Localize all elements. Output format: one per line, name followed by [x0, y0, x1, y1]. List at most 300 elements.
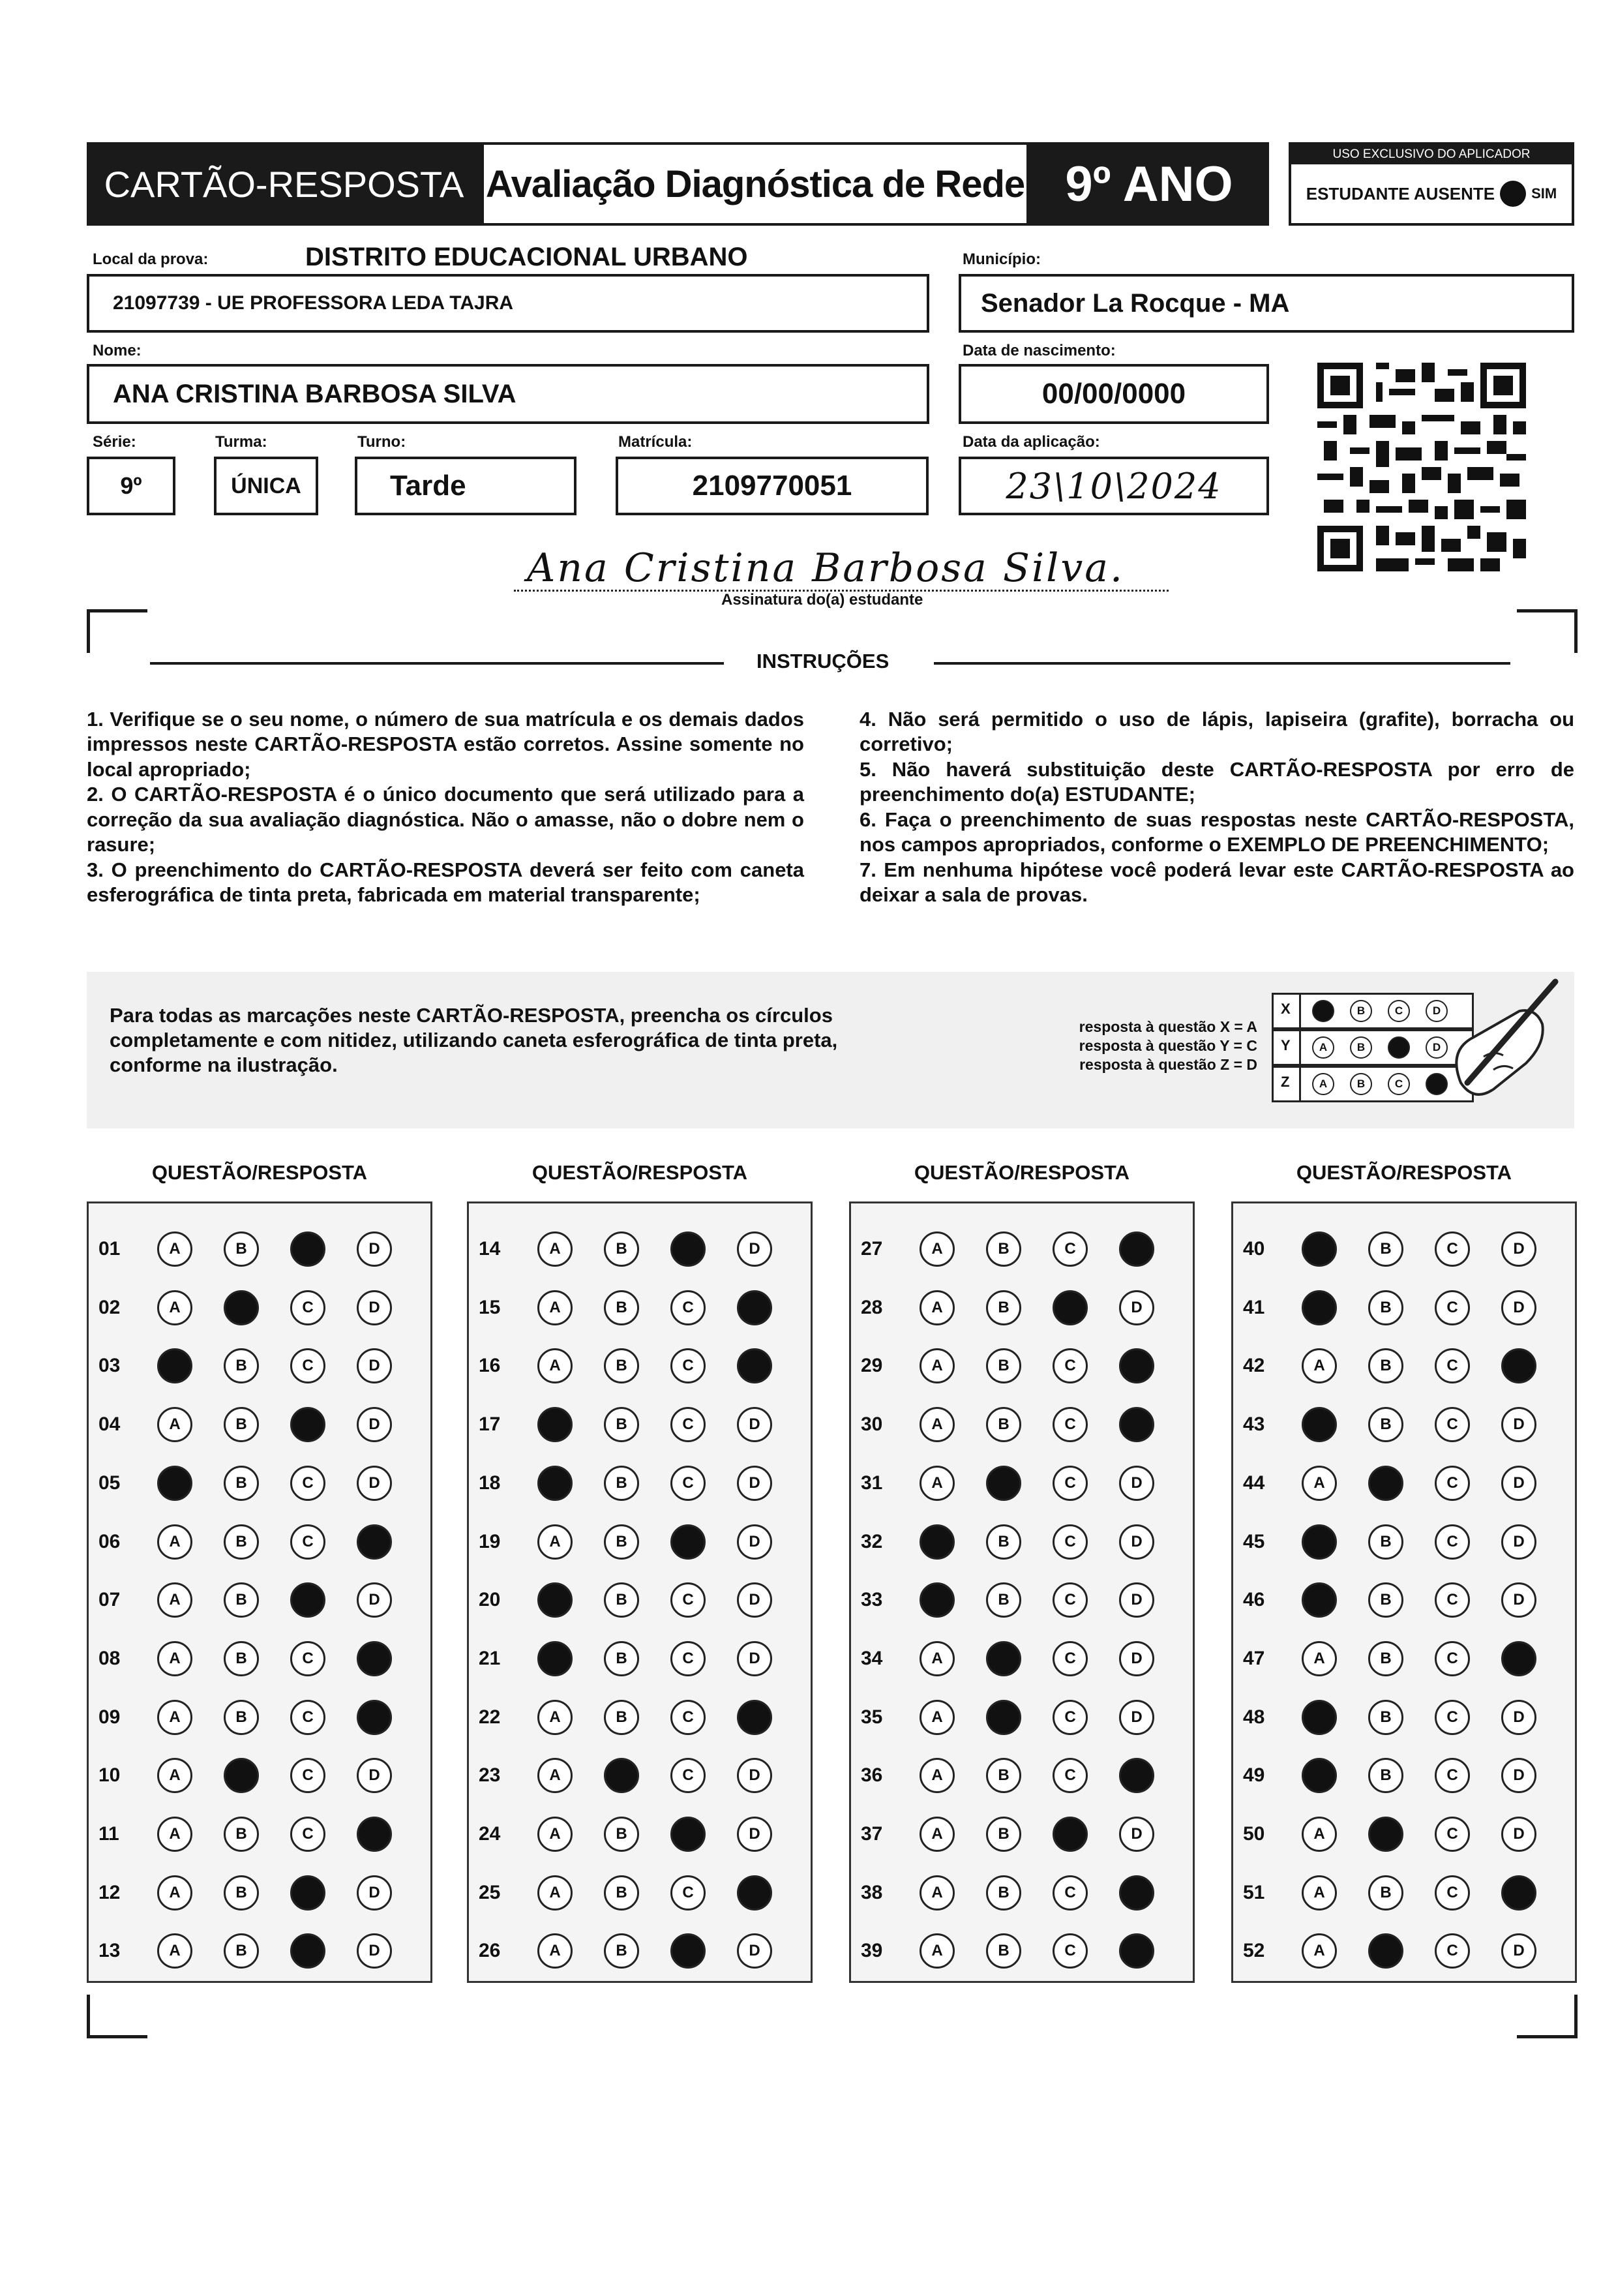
example-legend: [1029, 1018, 1257, 1074]
answer-bubble-b[interactable]: B: [986, 1875, 1021, 1911]
example-legend-x: resposta à questão X = A: [1079, 1018, 1257, 1035]
answer-bubble-b[interactable]: B: [986, 1641, 1021, 1676]
answer-bubble-a[interactable]: A: [1302, 1641, 1337, 1676]
answer-bubble-a[interactable]: A: [537, 1700, 573, 1735]
answer-bubble-a[interactable]: A: [1302, 1231, 1337, 1267]
question-number: 06: [98, 1530, 121, 1552]
answer-bubble-c[interactable]: C: [1053, 1933, 1088, 1969]
answer-bubble-d[interactable]: D: [1501, 1348, 1536, 1383]
answer-bubble-a[interactable]: A: [157, 1758, 192, 1793]
answer-bubble-d[interactable]: D: [1119, 1875, 1154, 1911]
nascimento-field: [959, 364, 1269, 424]
signature: Ana Cristina Barbosa Silva.: [527, 545, 1125, 591]
answer-bubble-d[interactable]: D: [737, 1817, 772, 1852]
answer-bubble-c[interactable]: C: [1053, 1290, 1088, 1325]
local-value: DISTRITO EDUCACIONAL URBANO: [305, 243, 748, 271]
answer-bubble-a[interactable]: A: [537, 1875, 573, 1911]
answer-bubble-d[interactable]: D: [1501, 1524, 1536, 1560]
answer-bubble-c[interactable]: C: [1435, 1700, 1470, 1735]
answer-bubble-c[interactable]: C: [1053, 1641, 1088, 1676]
answer-bubble-d[interactable]: D: [1501, 1290, 1536, 1325]
question-number: 11: [98, 1823, 119, 1845]
answer-bubble-a[interactable]: A: [537, 1290, 573, 1325]
answer-bubble-c[interactable]: C: [1435, 1641, 1470, 1676]
answer-bubble-c[interactable]: C: [1053, 1524, 1088, 1560]
applicator-banner: [1291, 145, 1572, 164]
question-number: 47: [1243, 1647, 1265, 1669]
answer-bubble-b[interactable]: B: [224, 1231, 259, 1267]
serie-value: 9º: [120, 472, 142, 499]
serie-label: Série:: [93, 433, 136, 451]
answer-bubble-c[interactable]: C: [1053, 1700, 1088, 1735]
answer-bubble-d[interactable]: D: [1501, 1758, 1536, 1793]
answer-bubble-d[interactable]: D: [357, 1290, 392, 1325]
answer-bubble-c[interactable]: C: [670, 1700, 706, 1735]
exam-title-text: Avaliação Diagnóstica de Rede: [485, 162, 1025, 205]
school-value: 21097739 - UE PROFESSORA LEDA TAJRA: [113, 292, 514, 314]
answer-bubble-a[interactable]: A: [920, 1817, 955, 1852]
answer-bubble-b[interactable]: B: [986, 1231, 1021, 1267]
answer-bubble-b[interactable]: B: [1368, 1524, 1403, 1560]
answer-bubble-a[interactable]: A: [1302, 1817, 1337, 1852]
answer-bubble-c[interactable]: C: [1053, 1466, 1088, 1501]
answer-bubble-d[interactable]: D: [737, 1582, 772, 1618]
answer-bubble-c[interactable]: C: [1435, 1758, 1470, 1793]
answer-bubble-c[interactable]: C: [1435, 1524, 1470, 1560]
example-bubble-b: B: [1350, 1000, 1372, 1022]
answer-bubble-d[interactable]: D: [357, 1524, 392, 1560]
answer-bubble-a[interactable]: A: [157, 1641, 192, 1676]
answer-bubble-c[interactable]: C: [670, 1348, 706, 1383]
answer-bubble-c[interactable]: C: [290, 1700, 325, 1735]
answer-bubble-b[interactable]: B: [1368, 1875, 1403, 1911]
answer-bubble-c[interactable]: C: [290, 1407, 325, 1442]
column-header: QUESTÃO/RESPOSTA: [151, 1161, 368, 1184]
answer-bubble-d[interactable]: D: [737, 1231, 772, 1267]
example-legend-z: resposta à questão Z = D: [1079, 1055, 1257, 1073]
answer-bubble-b[interactable]: B: [1368, 1641, 1403, 1676]
answer-bubble-c[interactable]: C: [290, 1290, 325, 1325]
answer-bubble-d[interactable]: D: [357, 1231, 392, 1267]
question-number: 43: [1243, 1413, 1265, 1436]
answer-bubble-b[interactable]: B: [604, 1231, 639, 1267]
question-number: 25: [479, 1881, 501, 1903]
answer-bubble-d[interactable]: D: [737, 1875, 772, 1911]
question-number: 15: [479, 1296, 501, 1318]
answer-bubble-c[interactable]: C: [670, 1231, 706, 1267]
answer-bubble-c[interactable]: C: [290, 1758, 325, 1793]
answer-bubble-c[interactable]: C: [670, 1407, 706, 1442]
answer-bubble-d[interactable]: D: [1501, 1700, 1536, 1735]
answer-bubble-a[interactable]: A: [157, 1407, 192, 1442]
question-number: 27: [861, 1238, 883, 1260]
absent-bubble[interactable]: [1500, 181, 1526, 207]
question-number: 33: [861, 1589, 883, 1611]
answer-bubble-c[interactable]: C: [1053, 1407, 1088, 1442]
instruction-5: 5. Não haverá substituição deste CARTÃO-RESPOSTA por erro de preenchimento do(a) ESTUDANTE;: [860, 757, 1574, 806]
question-number: 42: [1243, 1355, 1265, 1377]
absent-row: [1291, 164, 1572, 223]
answer-bubble-b[interactable]: B: [1368, 1700, 1403, 1735]
answer-bubble-d[interactable]: D: [357, 1582, 392, 1618]
answer-bubble-c[interactable]: C: [670, 1641, 706, 1676]
question-number: 14: [479, 1238, 501, 1260]
signature-label: Assinatura do(a) estudante: [721, 591, 923, 609]
answer-bubble-b[interactable]: B: [1368, 1407, 1403, 1442]
answer-bubble-d[interactable]: D: [1501, 1231, 1536, 1267]
example-label-x: X: [1281, 1001, 1291, 1017]
answer-bubble-d[interactable]: D: [737, 1407, 772, 1442]
municipio-value: Senador La Rocque - MA: [981, 288, 1290, 318]
question-number: 38: [861, 1881, 883, 1903]
answer-bubble-a[interactable]: A: [157, 1817, 192, 1852]
question-number: 32: [861, 1530, 883, 1552]
answer-bubble-b[interactable]: B: [986, 1758, 1021, 1793]
answer-bubble-a[interactable]: A: [537, 1231, 573, 1267]
answer-bubble-c[interactable]: C: [670, 1466, 706, 1501]
answer-bubble-c[interactable]: C: [1435, 1348, 1470, 1383]
example-bubble-b: B: [1350, 1036, 1372, 1059]
turma-value: ÚNICA: [231, 473, 301, 498]
answer-bubble-d[interactable]: D: [737, 1524, 772, 1560]
instructions-rule-left: [150, 662, 724, 665]
answer-bubble-b[interactable]: B: [224, 1933, 259, 1969]
question-number: 26: [479, 1940, 501, 1962]
answer-bubble-a[interactable]: A: [537, 1466, 573, 1501]
answer-bubble-a[interactable]: A: [920, 1641, 955, 1676]
school-field: [87, 274, 929, 333]
answer-bubble-d[interactable]: D: [357, 1875, 392, 1911]
answer-bubble-c[interactable]: C: [670, 1758, 706, 1793]
aplicacao-field: [959, 457, 1269, 515]
answer-bubble-a[interactable]: A: [1302, 1758, 1337, 1793]
instruction-6: 6. Faça o preenchimento de suas respostas neste CARTÃO-RESPOSTA, nos campos apropriados, conforme o EXEMPLO DE PREENCHIMENTO;: [860, 808, 1574, 856]
answer-bubble-a[interactable]: A: [1302, 1582, 1337, 1618]
answer-bubble-a[interactable]: A: [920, 1466, 955, 1501]
answer-bubble-b[interactable]: B: [604, 1582, 639, 1618]
answer-bubble-c[interactable]: C: [1053, 1231, 1088, 1267]
answer-bubble-b[interactable]: B: [986, 1466, 1021, 1501]
question-number: 49: [1243, 1764, 1265, 1787]
answer-bubble-c[interactable]: C: [1053, 1758, 1088, 1793]
answer-bubble-c[interactable]: C: [290, 1582, 325, 1618]
answer-bubble-c[interactable]: C: [290, 1817, 325, 1852]
matricula-value: 2109770051: [692, 470, 852, 502]
corner-mark-bottom-right: [1517, 1995, 1578, 2038]
answer-bubble-a[interactable]: A: [537, 1524, 573, 1560]
answer-bubble-d[interactable]: D: [737, 1758, 772, 1793]
answer-bubble-d[interactable]: D: [737, 1641, 772, 1676]
answer-bubble-b[interactable]: B: [1368, 1348, 1403, 1383]
answer-bubble-c[interactable]: C: [1435, 1582, 1470, 1618]
answer-bubble-c[interactable]: C: [1435, 1817, 1470, 1852]
answer-bubble-b[interactable]: B: [604, 1875, 639, 1911]
answer-bubble-a[interactable]: A: [157, 1700, 192, 1735]
answer-bubble-b[interactable]: B: [604, 1524, 639, 1560]
nome-value: ANA CRISTINA BARBOSA SILVA: [113, 379, 516, 408]
answer-bubble-b[interactable]: B: [224, 1875, 259, 1911]
example-bubble-a: A: [1312, 1000, 1334, 1022]
answer-bubble-c[interactable]: C: [1435, 1466, 1470, 1501]
answer-bubble-d[interactable]: D: [737, 1466, 772, 1501]
answer-bubble-b[interactable]: B: [986, 1582, 1021, 1618]
answer-bubble-c[interactable]: C: [670, 1875, 706, 1911]
answer-bubble-c[interactable]: C: [290, 1641, 325, 1676]
answer-bubble-c[interactable]: C: [1435, 1231, 1470, 1267]
answer-bubble-d[interactable]: D: [737, 1348, 772, 1383]
turma-label: Turma:: [215, 433, 267, 451]
answer-bubble-c[interactable]: C: [1435, 1875, 1470, 1911]
answer-bubble-c[interactable]: C: [290, 1524, 325, 1560]
answer-bubble-a[interactable]: A: [920, 1758, 955, 1793]
question-number: 07: [98, 1589, 121, 1611]
local-label: Local da prova:: [93, 250, 209, 268]
corner-mark-top-right: [1517, 609, 1578, 653]
answer-bubble-c[interactable]: C: [1053, 1582, 1088, 1618]
answer-bubble-a[interactable]: A: [537, 1817, 573, 1852]
question-number: 17: [479, 1413, 501, 1436]
answer-bubble-b[interactable]: B: [224, 1524, 259, 1560]
instruction-3: 3. O preenchimento do CARTÃO-RESPOSTA deverá ser feito com caneta esferográfica de tinta preta, fabricada em material transparente;: [87, 858, 804, 907]
question-number: 24: [479, 1823, 501, 1845]
answer-bubble-c[interactable]: C: [1053, 1348, 1088, 1383]
answer-bubble-d[interactable]: D: [1119, 1407, 1154, 1442]
matricula-label: Matrícula:: [618, 433, 693, 451]
question-number: 10: [98, 1764, 121, 1787]
answer-bubble-d[interactable]: D: [1501, 1641, 1536, 1676]
answer-bubble-c[interactable]: C: [670, 1582, 706, 1618]
answer-bubble-a[interactable]: A: [157, 1466, 192, 1501]
answer-bubble-b[interactable]: B: [986, 1290, 1021, 1325]
example-bubble-d: D: [1426, 1073, 1448, 1095]
answer-bubble-d[interactable]: D: [357, 1407, 392, 1442]
answer-bubble-c[interactable]: C: [290, 1348, 325, 1383]
question-number: 19: [479, 1530, 501, 1552]
answer-bubble-a[interactable]: A: [537, 1933, 573, 1969]
answer-bubble-c[interactable]: C: [670, 1524, 706, 1560]
answer-bubble-b[interactable]: B: [1368, 1758, 1403, 1793]
example-bubble-b: B: [1350, 1073, 1372, 1095]
example-divider: [1299, 993, 1301, 1102]
answer-bubble-b[interactable]: B: [604, 1933, 639, 1969]
answer-bubble-a[interactable]: A: [537, 1758, 573, 1793]
absent-label: ESTUDANTE AUSENTE: [1306, 183, 1495, 204]
question-number: 37: [861, 1823, 883, 1845]
answer-bubble-d[interactable]: D: [737, 1933, 772, 1969]
answer-bubble-a[interactable]: A: [537, 1407, 573, 1442]
question-number: 23: [479, 1764, 501, 1787]
answer-bubble-b[interactable]: B: [604, 1817, 639, 1852]
answer-bubble-b[interactable]: B: [224, 1348, 259, 1383]
answer-bubble-b[interactable]: B: [1368, 1290, 1403, 1325]
question-number: 36: [861, 1764, 883, 1787]
example-label-z: Z: [1281, 1074, 1290, 1090]
answer-bubble-b[interactable]: B: [1368, 1231, 1403, 1267]
answer-bubble-a[interactable]: A: [1302, 1875, 1337, 1911]
answer-bubble-a[interactable]: A: [537, 1582, 573, 1618]
answer-bubble-a[interactable]: A: [157, 1231, 192, 1267]
pen-hand-icon: [1422, 972, 1565, 1115]
answer-bubble-a[interactable]: A: [1302, 1466, 1337, 1501]
absent-option: SIM: [1531, 185, 1557, 202]
question-number: 46: [1243, 1589, 1265, 1611]
answer-bubble-b[interactable]: B: [224, 1641, 259, 1676]
answer-bubble-d[interactable]: D: [1119, 1817, 1154, 1852]
answer-bubble-a[interactable]: A: [1302, 1348, 1337, 1383]
question-number: 41: [1243, 1296, 1265, 1318]
question-number: 03: [98, 1355, 121, 1377]
question-number: 30: [861, 1413, 883, 1436]
answer-bubble-c[interactable]: C: [670, 1933, 706, 1969]
answer-bubble-b[interactable]: B: [224, 1700, 259, 1735]
answer-bubble-a[interactable]: A: [157, 1582, 192, 1618]
answer-bubble-b[interactable]: B: [224, 1758, 259, 1793]
answer-bubble-a[interactable]: A: [1302, 1290, 1337, 1325]
answer-bubble-a[interactable]: A: [1302, 1933, 1337, 1969]
answer-bubble-b[interactable]: B: [1368, 1582, 1403, 1618]
answer-bubble-d[interactable]: D: [737, 1290, 772, 1325]
answer-bubble-a[interactable]: A: [920, 1348, 955, 1383]
answer-bubble-c[interactable]: C: [1053, 1875, 1088, 1911]
answer-bubble-c[interactable]: C: [290, 1875, 325, 1911]
answer-bubble-c[interactable]: C: [1435, 1290, 1470, 1325]
question-number: 22: [479, 1706, 501, 1728]
answer-bubble-a[interactable]: A: [920, 1231, 955, 1267]
answer-bubble-b[interactable]: B: [604, 1290, 639, 1325]
answer-bubble-b[interactable]: B: [604, 1407, 639, 1442]
card-title: [87, 142, 481, 226]
answer-bubble-a[interactable]: A: [157, 1290, 192, 1325]
question-number: 09: [98, 1706, 121, 1728]
answer-bubble-d[interactable]: D: [1119, 1290, 1154, 1325]
aplicacao-label: Data da aplicação:: [963, 433, 1100, 451]
answer-bubble-b[interactable]: B: [986, 1700, 1021, 1735]
answer-bubble-d[interactable]: D: [1119, 1933, 1154, 1969]
answer-bubble-c[interactable]: C: [290, 1231, 325, 1267]
answer-bubble-a[interactable]: A: [537, 1641, 573, 1676]
example-text: Para todas as marcações neste CARTÃO-RESPOSTA, preencha os círculos completamente e com nitidez, utilizando caneta esferográfica de tinta preta, conforme na ilustração.: [110, 1004, 838, 1076]
answer-bubble-d[interactable]: D: [357, 1466, 392, 1501]
answer-bubble-c[interactable]: C: [290, 1933, 325, 1969]
answer-bubble-d[interactable]: D: [1119, 1758, 1154, 1793]
answer-bubble-b[interactable]: B: [986, 1348, 1021, 1383]
question-number: 21: [479, 1647, 501, 1669]
applicator-only-text: USO EXCLUSIVO DO APLICADOR: [1332, 147, 1531, 161]
answer-bubble-b[interactable]: B: [224, 1290, 259, 1325]
answer-bubble-a[interactable]: A: [157, 1348, 192, 1383]
answer-bubble-b[interactable]: B: [604, 1348, 639, 1383]
answer-bubble-d[interactable]: D: [1119, 1641, 1154, 1676]
answer-bubble-b[interactable]: B: [986, 1407, 1021, 1442]
question-number: 12: [98, 1881, 121, 1903]
example-bubble-a: A: [1312, 1073, 1334, 1095]
nome-label: Nome:: [93, 342, 142, 359]
answer-bubble-d[interactable]: D: [1119, 1524, 1154, 1560]
answer-bubble-c[interactable]: C: [670, 1817, 706, 1852]
answer-bubble-a[interactable]: A: [1302, 1407, 1337, 1442]
answer-bubble-a[interactable]: A: [157, 1524, 192, 1560]
column-header: QUESTÃO/RESPOSTA: [1296, 1161, 1512, 1184]
answer-bubble-d[interactable]: D: [1501, 1407, 1536, 1442]
answer-bubble-c[interactable]: C: [1435, 1407, 1470, 1442]
answer-bubble-a[interactable]: A: [920, 1582, 955, 1618]
answer-bubble-c[interactable]: C: [290, 1466, 325, 1501]
answer-bubble-a[interactable]: A: [920, 1407, 955, 1442]
answer-bubble-b[interactable]: B: [1368, 1466, 1403, 1501]
question-number: 05: [98, 1472, 121, 1494]
question-number: 48: [1243, 1706, 1265, 1728]
nascimento-value: 00/00/0000: [1041, 378, 1186, 410]
answer-bubble-d[interactable]: D: [1501, 1582, 1536, 1618]
answer-bubble-d[interactable]: D: [1501, 1817, 1536, 1852]
answer-bubble-b[interactable]: B: [604, 1700, 639, 1735]
answer-bubble-d[interactable]: D: [357, 1700, 392, 1735]
answer-bubble-a[interactable]: A: [537, 1348, 573, 1383]
answer-bubble-c[interactable]: C: [1053, 1817, 1088, 1852]
answer-bubble-b[interactable]: B: [224, 1817, 259, 1852]
instructions-title: INSTRUÇÕES: [756, 650, 890, 672]
aplicacao-value: 23\10\2024: [1006, 465, 1222, 507]
answer-bubble-d[interactable]: D: [1119, 1466, 1154, 1501]
answer-bubble-b[interactable]: B: [224, 1407, 259, 1442]
answer-bubble-b[interactable]: B: [986, 1817, 1021, 1852]
answer-bubble-a[interactable]: A: [157, 1875, 192, 1911]
answer-bubble-d[interactable]: D: [1501, 1875, 1536, 1911]
answer-bubble-d[interactable]: D: [1119, 1348, 1154, 1383]
answer-bubble-a[interactable]: A: [1302, 1700, 1337, 1735]
question-number: 44: [1243, 1472, 1265, 1494]
answer-bubble-c[interactable]: C: [1435, 1933, 1470, 1969]
answer-bubble-b[interactable]: B: [224, 1466, 259, 1501]
answer-bubble-a[interactable]: A: [920, 1524, 955, 1560]
answer-bubble-a[interactable]: A: [920, 1875, 955, 1911]
answer-bubble-b[interactable]: B: [1368, 1817, 1403, 1852]
question-number: 52: [1243, 1940, 1265, 1962]
answer-bubble-d[interactable]: D: [357, 1758, 392, 1793]
answer-bubble-a[interactable]: A: [920, 1290, 955, 1325]
answer-bubble-b[interactable]: B: [986, 1524, 1021, 1560]
answer-bubble-d[interactable]: D: [737, 1700, 772, 1735]
answer-bubble-b[interactable]: B: [224, 1582, 259, 1618]
answer-bubble-c[interactable]: C: [670, 1290, 706, 1325]
question-number: 13: [98, 1940, 121, 1962]
answer-bubble-a[interactable]: A: [157, 1933, 192, 1969]
answer-bubble-d[interactable]: D: [1119, 1231, 1154, 1267]
answer-bubble-d[interactable]: D: [1119, 1582, 1154, 1618]
answer-bubble-a[interactable]: A: [1302, 1524, 1337, 1560]
answer-bubble-d[interactable]: D: [357, 1348, 392, 1383]
question-number: 02: [98, 1296, 121, 1318]
answer-bubble-b[interactable]: B: [604, 1758, 639, 1793]
answer-bubble-d[interactable]: D: [1501, 1466, 1536, 1501]
answer-bubble-b[interactable]: B: [604, 1641, 639, 1676]
answer-bubble-d[interactable]: D: [357, 1933, 392, 1969]
answer-bubble-a[interactable]: A: [920, 1933, 955, 1969]
question-number: 51: [1243, 1881, 1265, 1903]
answer-bubble-b[interactable]: B: [1368, 1933, 1403, 1969]
answer-bubble-b[interactable]: B: [604, 1466, 639, 1501]
answer-bubble-d[interactable]: D: [1501, 1933, 1536, 1969]
answer-bubble-b[interactable]: B: [986, 1933, 1021, 1969]
answer-bubble-d[interactable]: D: [1119, 1700, 1154, 1735]
answer-bubble-a[interactable]: A: [920, 1700, 955, 1735]
question-number: 40: [1243, 1238, 1265, 1260]
answer-bubble-d[interactable]: D: [357, 1817, 392, 1852]
answer-bubble-d[interactable]: D: [357, 1641, 392, 1676]
nome-field: [87, 364, 929, 424]
question-number: 29: [861, 1355, 883, 1377]
example-bubble-c: C: [1388, 1000, 1410, 1022]
